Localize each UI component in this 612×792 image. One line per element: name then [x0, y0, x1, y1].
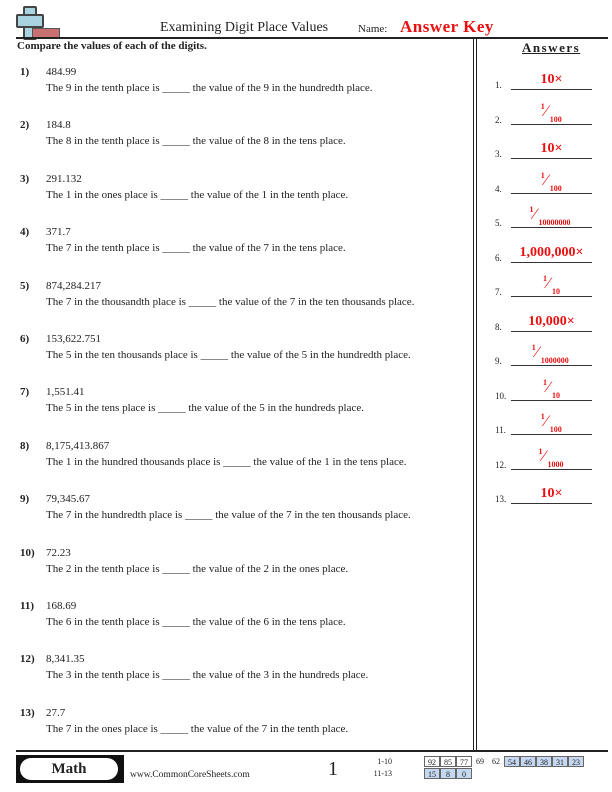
question-number: 6) [20, 333, 30, 345]
answer-line [511, 503, 592, 504]
logo-icon-bar [16, 14, 44, 28]
question-text: The 1 in the ones place is _____ the value of the 1 in the tenth place. [46, 188, 349, 201]
answer-line [511, 124, 592, 125]
answer-line [511, 434, 592, 435]
answer-fraction [511, 102, 592, 124]
score-cell: 54 [504, 756, 520, 767]
question-number: 1) [20, 66, 30, 78]
score-cell: 46 [520, 756, 536, 767]
fraction-numerator: 1 [529, 205, 534, 214]
question-number-value: 27.7 [46, 706, 66, 719]
name-label: Name: [358, 23, 388, 35]
fraction-denominator: 100 [549, 425, 562, 434]
fraction-slash: ⁄ [544, 171, 548, 189]
score-cell: 77 [456, 756, 472, 767]
question-text: The 3 in the tenth place is _____ the value of the 3 in the hundreds place. [46, 669, 369, 682]
question-text: The 7 in the ones place is _____ the value of the 7 in the tenth place. [46, 722, 349, 735]
question-number-value: 153,622.751 [46, 333, 101, 345]
fraction-numerator: 1 [538, 446, 543, 456]
answer-line [511, 331, 592, 332]
question-number-value: 371.7 [46, 226, 71, 239]
score-row-label: 1-10 [377, 757, 392, 766]
answer-fraction [511, 412, 592, 434]
fraction-denominator: 10000000 [538, 218, 571, 227]
fraction-numerator: 1 [540, 412, 545, 421]
fraction-numerator: 1 [540, 101, 545, 111]
question-number: 2) [20, 119, 30, 132]
question-text: The 9 in the tenth place is _____ the value of the 9 in the hundredth place. [46, 82, 373, 94]
answer-item [492, 412, 602, 435]
page-number: 1 [328, 758, 338, 780]
question-number: 11) [20, 600, 35, 612]
answer-number: 9. [495, 356, 502, 366]
question-number: 3) [20, 172, 30, 185]
answer-fraction [511, 447, 592, 469]
fraction-denominator: 10 [552, 390, 560, 400]
score-cell: 92 [424, 756, 440, 767]
subject-badge [16, 755, 124, 783]
answer-fraction [511, 378, 592, 400]
answer-number: 2. [495, 114, 502, 125]
question-text: The 5 in the ten thousands place is _____ the value of the 5 in the hundredth place. [46, 349, 411, 361]
answer-fraction [511, 274, 592, 296]
question-text: The 2 in the tenth place is _____ the value of the 2 in the ones place. [46, 562, 349, 575]
answer-value: 10× [540, 486, 563, 501]
answer-item [492, 243, 602, 263]
fraction-denominator: 1000000 [540, 356, 569, 365]
score-cell: 38 [536, 756, 552, 767]
answer-item [492, 70, 602, 90]
question-text: The 6 in the tenth place is _____ the value of the 6 in the tens place. [46, 616, 346, 628]
answer-item [492, 205, 602, 228]
answer-number: 12. [495, 459, 507, 470]
fraction-denominator: 100 [549, 114, 562, 124]
question-number: 10) [20, 546, 35, 559]
fraction-slash: ⁄ [547, 378, 550, 396]
question-text: The 7 in the tenth place is _____ the value of the 7 in the tens place. [46, 242, 346, 255]
answer-item [492, 377, 602, 401]
answer-line [511, 193, 592, 194]
answer-value: 10× [540, 72, 563, 87]
question-number-value: 72.23 [46, 546, 71, 559]
answer-fraction [511, 205, 592, 227]
answer-number: 1. [495, 80, 502, 90]
fraction-slash: ⁄ [542, 447, 546, 465]
question-number-value: 168.69 [46, 600, 77, 612]
answer-number: 11. [495, 425, 506, 435]
answer-line [511, 400, 592, 401]
question-number: 13) [20, 706, 35, 719]
question-text: The 7 in the hundredth place is _____ the value of the 7 in the ten thousands place. [46, 509, 411, 522]
answer-fraction [511, 171, 592, 193]
question-number-value: 8,175,413.867 [46, 439, 110, 452]
score-cell: 23 [568, 756, 584, 767]
answer-item [492, 170, 602, 194]
instructions: Compare the values of each of the digits. [17, 40, 207, 52]
fraction-slash: ⁄ [544, 413, 548, 430]
fraction-denominator: 1000 [547, 459, 564, 469]
subject-label: Math [20, 758, 118, 780]
question-number: 12) [20, 653, 35, 666]
question-number: 4) [20, 226, 30, 239]
fraction-slash: ⁄ [535, 344, 539, 361]
answer-item [492, 312, 602, 332]
answer-item [492, 446, 602, 470]
header-divider [16, 37, 608, 39]
question-text: The 5 in the tens place is _____ the value of the 5 in the hundreds place. [46, 402, 364, 415]
fraction-denominator: 10 [552, 287, 560, 296]
answer-value: 10,000× [528, 313, 575, 329]
question-number-value: 291.132 [46, 172, 82, 185]
fraction-numerator: 1 [540, 170, 545, 180]
answers-heading: Answers [522, 40, 581, 55]
question-text: The 1 in the hundred thousands place is _____ the value of the 1 in the tens place. [46, 455, 407, 468]
fraction-slash: ⁄ [544, 102, 548, 120]
score-cell: 0 [456, 768, 472, 779]
fraction-numerator: 1 [531, 343, 536, 352]
worksheet-title: Examining Digit Place Values [160, 20, 329, 35]
answer-item [492, 139, 602, 159]
answer-line [511, 158, 592, 159]
answer-number: 3. [495, 149, 502, 159]
answer-line [511, 227, 592, 228]
question-number-value: 79,345.67 [46, 493, 90, 506]
answer-number: 8. [495, 321, 502, 332]
score-cell: 8 [440, 768, 456, 779]
answer-fraction [511, 343, 592, 365]
question-number: 9) [20, 493, 30, 506]
question-number: 8) [20, 439, 30, 452]
score-cell: 62 [492, 757, 500, 766]
fraction-denominator: 100 [549, 183, 562, 193]
answer-item [492, 274, 602, 297]
answer-line [511, 469, 592, 470]
answer-item [492, 343, 602, 366]
answer-item [492, 101, 602, 125]
answer-value: 1,000,000× [519, 244, 584, 260]
score-row-label: 11-13 [373, 769, 392, 778]
fraction-slash: ⁄ [533, 206, 537, 223]
score-cell: 31 [552, 756, 568, 767]
question-number: 5) [20, 279, 30, 292]
answer-line [511, 89, 592, 90]
column-divider [473, 38, 477, 750]
question-number-value: 184.8 [46, 119, 71, 132]
site-url: www.CommonCoreSheets.com [130, 770, 250, 780]
question-text: The 8 in the tenth place is _____ the value of the 8 in the tens place. [46, 135, 346, 148]
fraction-numerator: 1 [543, 377, 547, 387]
answer-number: 13. [495, 494, 507, 504]
score-cell: 69 [476, 757, 484, 766]
fraction-numerator: 1 [543, 274, 547, 283]
score-cell: 15 [424, 768, 440, 779]
answer-line [511, 296, 592, 297]
question-number: 7) [20, 386, 30, 399]
question-number-value: 1,551.41 [46, 386, 85, 399]
answer-number: 6. [495, 252, 502, 263]
fraction-slash: ⁄ [547, 275, 550, 292]
answer-number: 5. [495, 218, 502, 228]
answer-line [511, 262, 592, 263]
answer-number: 7. [495, 287, 502, 297]
question-number-value: 874,284.217 [46, 279, 101, 292]
score-cell: 85 [440, 756, 456, 767]
answer-line [511, 365, 592, 366]
answer-value: 10× [540, 141, 563, 156]
footer-divider [16, 750, 608, 752]
question-text: The 7 in the thousandth place is _____ the value of the 7 in the ten thousands place. [46, 295, 415, 308]
question-number-value: 8,341.35 [46, 653, 85, 666]
answer-number: 4. [495, 183, 502, 194]
answer-item [492, 484, 602, 504]
question-number-value: 484.99 [46, 66, 77, 78]
answer-number: 10. [495, 390, 507, 401]
name-value: Answer Key [400, 17, 494, 36]
